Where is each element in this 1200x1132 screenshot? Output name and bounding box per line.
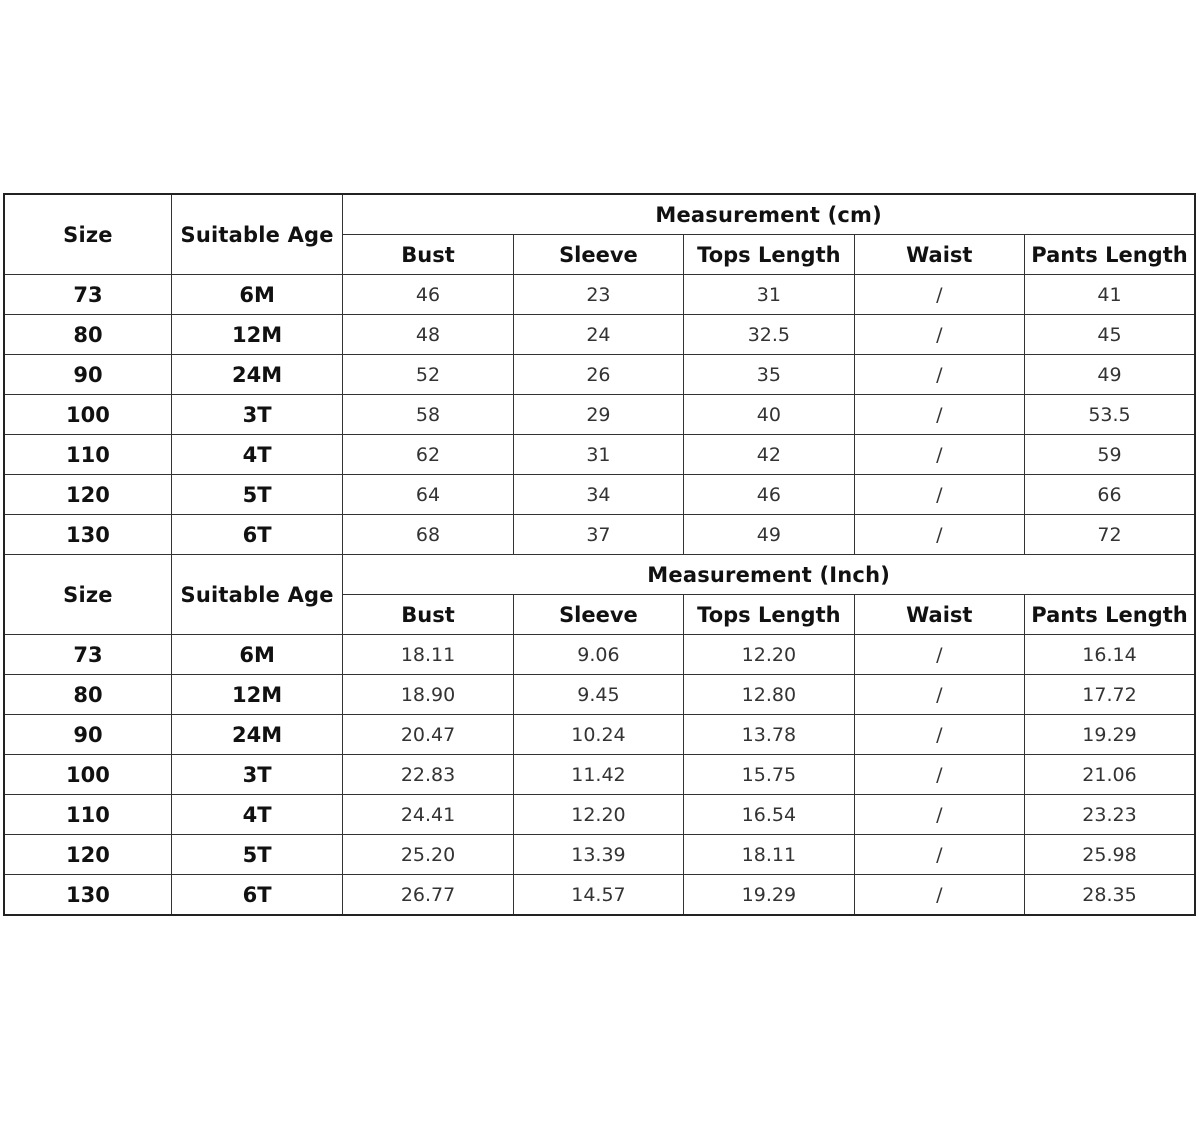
- pants-length-cell: 49: [1025, 355, 1196, 395]
- pants-length-cell: 16.14: [1025, 635, 1196, 675]
- pants-length-cell: 41: [1025, 275, 1196, 315]
- table-row: [4, 275, 1195, 315]
- bust-cell: 62: [343, 435, 513, 475]
- bust-cell: 18.11: [343, 635, 513, 675]
- sleeve-cell: 37: [513, 515, 683, 555]
- size-cell: 73: [4, 635, 171, 675]
- waist-header: Waist: [854, 235, 1024, 275]
- tops-length-cell: 42: [684, 435, 854, 475]
- age-cell: 3T: [171, 395, 342, 435]
- tops-length-cell: 12.20: [684, 635, 854, 675]
- waist-header: Waist: [854, 595, 1024, 635]
- size-chart-body: [4, 194, 1195, 915]
- bust-cell: 26.77: [343, 875, 513, 916]
- tops-length-header: Tops Length: [684, 235, 854, 275]
- tops-length-cell: 49: [684, 515, 854, 555]
- waist-cell: /: [854, 755, 1024, 795]
- tops-length-cell: 12.80: [684, 675, 854, 715]
- sleeve-cell: 26: [513, 355, 683, 395]
- bust-cell: 22.83: [343, 755, 513, 795]
- tops-length-cell: 18.11: [684, 835, 854, 875]
- suitable-age-header: Suitable Age: [171, 555, 342, 635]
- age-cell: 4T: [171, 435, 342, 475]
- waist-cell: /: [854, 835, 1024, 875]
- age-cell: 24M: [171, 715, 342, 755]
- size-cell: 73: [4, 275, 171, 315]
- sleeve-cell: 11.42: [513, 755, 683, 795]
- waist-cell: /: [854, 275, 1024, 315]
- pants-length-cell: 53.5: [1025, 395, 1196, 435]
- size-cell: 100: [4, 755, 171, 795]
- table-row: [4, 675, 1195, 715]
- waist-cell: /: [854, 795, 1024, 835]
- age-cell: 6T: [171, 875, 342, 916]
- waist-cell: /: [854, 315, 1024, 355]
- age-cell: 6T: [171, 515, 342, 555]
- waist-cell: /: [854, 675, 1024, 715]
- pants-length-cell: 28.35: [1025, 875, 1196, 916]
- tops-length-cell: 32.5: [684, 315, 854, 355]
- table-row: [4, 355, 1195, 395]
- tops-length-cell: 13.78: [684, 715, 854, 755]
- pants-length-cell: 72: [1025, 515, 1196, 555]
- sleeve-cell: 12.20: [513, 795, 683, 835]
- pants-length-cell: 45: [1025, 315, 1196, 355]
- size-header: Size: [4, 194, 171, 275]
- waist-cell: /: [854, 435, 1024, 475]
- measurement-section-title: Measurement (cm): [343, 194, 1195, 235]
- age-cell: 4T: [171, 795, 342, 835]
- table-row: [4, 315, 1195, 355]
- pants-length-cell: 21.06: [1025, 755, 1196, 795]
- sleeve-cell: 29: [513, 395, 683, 435]
- pants-length-cell: 66: [1025, 475, 1196, 515]
- bust-cell: 20.47: [343, 715, 513, 755]
- bust-cell: 68: [343, 515, 513, 555]
- bust-cell: 64: [343, 475, 513, 515]
- waist-cell: /: [854, 515, 1024, 555]
- sleeve-cell: 9.45: [513, 675, 683, 715]
- table-row: [4, 715, 1195, 755]
- size-chart-table: [3, 193, 1196, 916]
- age-cell: 6M: [171, 275, 342, 315]
- tops-length-cell: 16.54: [684, 795, 854, 835]
- table-row: [4, 475, 1195, 515]
- bust-header: Bust: [343, 595, 513, 635]
- suitable-age-header: Suitable Age: [171, 194, 342, 275]
- table-row: [4, 395, 1195, 435]
- size-cell: 80: [4, 315, 171, 355]
- sleeve-cell: 31: [513, 435, 683, 475]
- waist-cell: /: [854, 395, 1024, 435]
- tops-length-cell: 35: [684, 355, 854, 395]
- size-header: Size: [4, 555, 171, 635]
- age-cell: 5T: [171, 475, 342, 515]
- pants-length-header: Pants Length: [1025, 235, 1196, 275]
- table-row: [4, 875, 1195, 916]
- table-row: [4, 755, 1195, 795]
- waist-cell: /: [854, 715, 1024, 755]
- sleeve-cell: 24: [513, 315, 683, 355]
- pants-length-cell: 17.72: [1025, 675, 1196, 715]
- table-row: [4, 835, 1195, 875]
- size-cell: 90: [4, 355, 171, 395]
- tops-length-cell: 31: [684, 275, 854, 315]
- size-cell: 80: [4, 675, 171, 715]
- sleeve-cell: 13.39: [513, 835, 683, 875]
- table-row: [4, 515, 1195, 555]
- bust-header: Bust: [343, 235, 513, 275]
- sleeve-cell: 10.24: [513, 715, 683, 755]
- size-cell: 110: [4, 795, 171, 835]
- tops-length-cell: 40: [684, 395, 854, 435]
- pants-length-cell: 19.29: [1025, 715, 1196, 755]
- bust-cell: 46: [343, 275, 513, 315]
- size-cell: 90: [4, 715, 171, 755]
- bust-cell: 58: [343, 395, 513, 435]
- size-cell: 100: [4, 395, 171, 435]
- tops-length-cell: 15.75: [684, 755, 854, 795]
- size-cell: 120: [4, 835, 171, 875]
- tops-length-cell: 19.29: [684, 875, 854, 916]
- age-cell: 12M: [171, 315, 342, 355]
- pants-length-header: Pants Length: [1025, 595, 1196, 635]
- age-cell: 5T: [171, 835, 342, 875]
- sleeve-cell: 23: [513, 275, 683, 315]
- sleeve-cell: 14.57: [513, 875, 683, 916]
- bust-cell: 48: [343, 315, 513, 355]
- tops-length-cell: 46: [684, 475, 854, 515]
- sleeve-header: Sleeve: [513, 235, 683, 275]
- pants-length-cell: 25.98: [1025, 835, 1196, 875]
- bust-cell: 18.90: [343, 675, 513, 715]
- table-row: [4, 795, 1195, 835]
- table-row: [4, 635, 1195, 675]
- age-cell: 12M: [171, 675, 342, 715]
- section-header-row: [4, 555, 1195, 595]
- size-cell: 130: [4, 515, 171, 555]
- waist-cell: /: [854, 875, 1024, 916]
- table-row: [4, 435, 1195, 475]
- bust-cell: 52: [343, 355, 513, 395]
- size-cell: 120: [4, 475, 171, 515]
- pants-length-cell: 23.23: [1025, 795, 1196, 835]
- bust-cell: 24.41: [343, 795, 513, 835]
- size-cell: 130: [4, 875, 171, 916]
- age-cell: 24M: [171, 355, 342, 395]
- waist-cell: /: [854, 635, 1024, 675]
- sleeve-header: Sleeve: [513, 595, 683, 635]
- age-cell: 6M: [171, 635, 342, 675]
- sleeve-cell: 34: [513, 475, 683, 515]
- size-cell: 110: [4, 435, 171, 475]
- pants-length-cell: 59: [1025, 435, 1196, 475]
- waist-cell: /: [854, 355, 1024, 395]
- sleeve-cell: 9.06: [513, 635, 683, 675]
- age-cell: 3T: [171, 755, 342, 795]
- measurement-section-title: Measurement (Inch): [343, 555, 1195, 595]
- waist-cell: /: [854, 475, 1024, 515]
- tops-length-header: Tops Length: [684, 595, 854, 635]
- section-header-row: [4, 194, 1195, 235]
- bust-cell: 25.20: [343, 835, 513, 875]
